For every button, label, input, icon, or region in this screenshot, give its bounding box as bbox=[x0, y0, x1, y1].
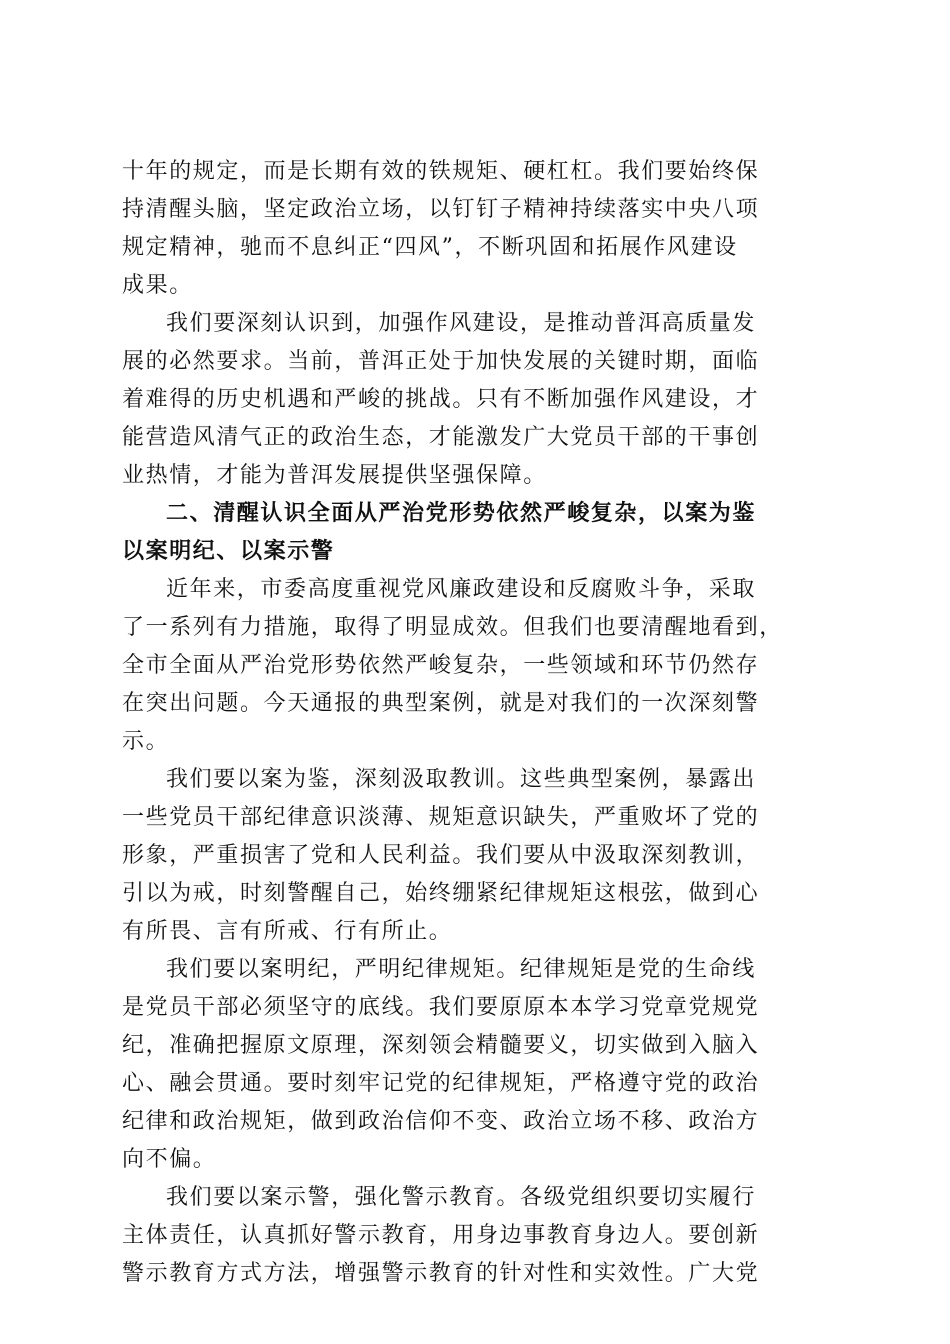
text-line: 近年来，市委高度重视党风廉政建设和反腐败斗争，采取 bbox=[166, 577, 757, 602]
document-body bbox=[122, 153, 834, 1293]
text-line: 十年的规定，而是长期有效的铁规矩、硬杠杠。我们要始终保 bbox=[122, 159, 760, 184]
heading-line: 二、清醒认识全面从严治党形势依然严峻复杂，以案为鉴 bbox=[166, 501, 757, 526]
text-line: 纪，准确把握原文原理，深刻领会精髓要义，切实做到入脑入 bbox=[122, 1033, 760, 1058]
text-line: 规定精神，驰而不息纠正“四风”，不断巩固和拓展作风建设 bbox=[122, 235, 738, 260]
text-line: 全市全面从严治党形势依然严峻复杂，一些领域和环节仍然存 bbox=[122, 653, 760, 678]
text-line: 我们要深刻认识到，加强作风建设，是推动普洱高质量发 bbox=[166, 311, 757, 336]
text-line: 能营造风清气正的政治生态，才能激发广大党员干部的干事创 bbox=[122, 425, 760, 450]
text-line: 警示教育方式方法，增强警示教育的针对性和实效性。广大党 bbox=[122, 1261, 760, 1286]
heading-line: 以案明纪、以案示警 bbox=[122, 539, 335, 564]
text-line: 我们要以案示警，强化警示教育。各级党组织要切实履行 bbox=[166, 1185, 757, 1210]
text-line: 示。 bbox=[122, 729, 170, 754]
text-line: 纪律和政治规矩，做到政治信仰不变、政治立场不移、政治方 bbox=[122, 1109, 760, 1134]
text-line: 着难得的历史机遇和严峻的挑战。只有不断加强作风建设，才 bbox=[122, 387, 760, 412]
paragraph-situation bbox=[122, 571, 834, 761]
text-line: 是党员干部必须坚守的底线。我们要原原本本学习党章党规党 bbox=[122, 995, 760, 1020]
text-line: 业热情，才能为普洱发展提供坚强保障。 bbox=[122, 463, 547, 488]
text-line: 持清醒头脑，坚定政治立场，以钉钉子精神持续落实中央八项 bbox=[122, 197, 760, 222]
text-line: 向不偏。 bbox=[122, 1147, 217, 1172]
paragraph-lessons bbox=[122, 761, 834, 951]
text-line: 了一系列有力措施，取得了明显成效。但我们也要清醒地看到， bbox=[122, 615, 783, 640]
text-line: 主体责任，认真抓好警示教育，用身边事教育身边人。要创新 bbox=[122, 1223, 760, 1248]
paragraph-discipline bbox=[122, 951, 834, 1179]
paragraph-warning-education bbox=[122, 1179, 834, 1293]
text-line: 我们要以案明纪，严明纪律规矩。纪律规矩是党的生命线 bbox=[166, 957, 757, 982]
text-line: 展的必然要求。当前，普洱正处于加快发展的关键时期，面临 bbox=[122, 349, 760, 374]
section-heading-2 bbox=[122, 495, 834, 571]
text-line: 引以为戒，时刻警醒自己，始终绷紧纪律规矩这根弦，做到心 bbox=[122, 881, 760, 906]
text-line: 我们要以案为鉴，深刻汲取教训。这些典型案例，暴露出 bbox=[166, 767, 757, 792]
text-line: 在突出问题。今天通报的典型案例，就是对我们的一次深刻警 bbox=[122, 691, 760, 716]
text-line: 形象，严重损害了党和人民利益。我们要从中汲取深刻教训， bbox=[122, 843, 760, 868]
text-line: 心、融会贯通。要时刻牢记党的纪律规矩，严格遵守党的政治 bbox=[122, 1071, 760, 1096]
text-line: 成果。 bbox=[122, 273, 193, 298]
text-line: 有所畏、言有所戒、行有所止。 bbox=[122, 919, 453, 944]
paragraph-continuation bbox=[122, 153, 834, 305]
paragraph-work-style bbox=[122, 305, 834, 495]
text-line: 一些党员干部纪律意识淡薄、规矩意识缺失，严重败坏了党的 bbox=[122, 805, 760, 830]
